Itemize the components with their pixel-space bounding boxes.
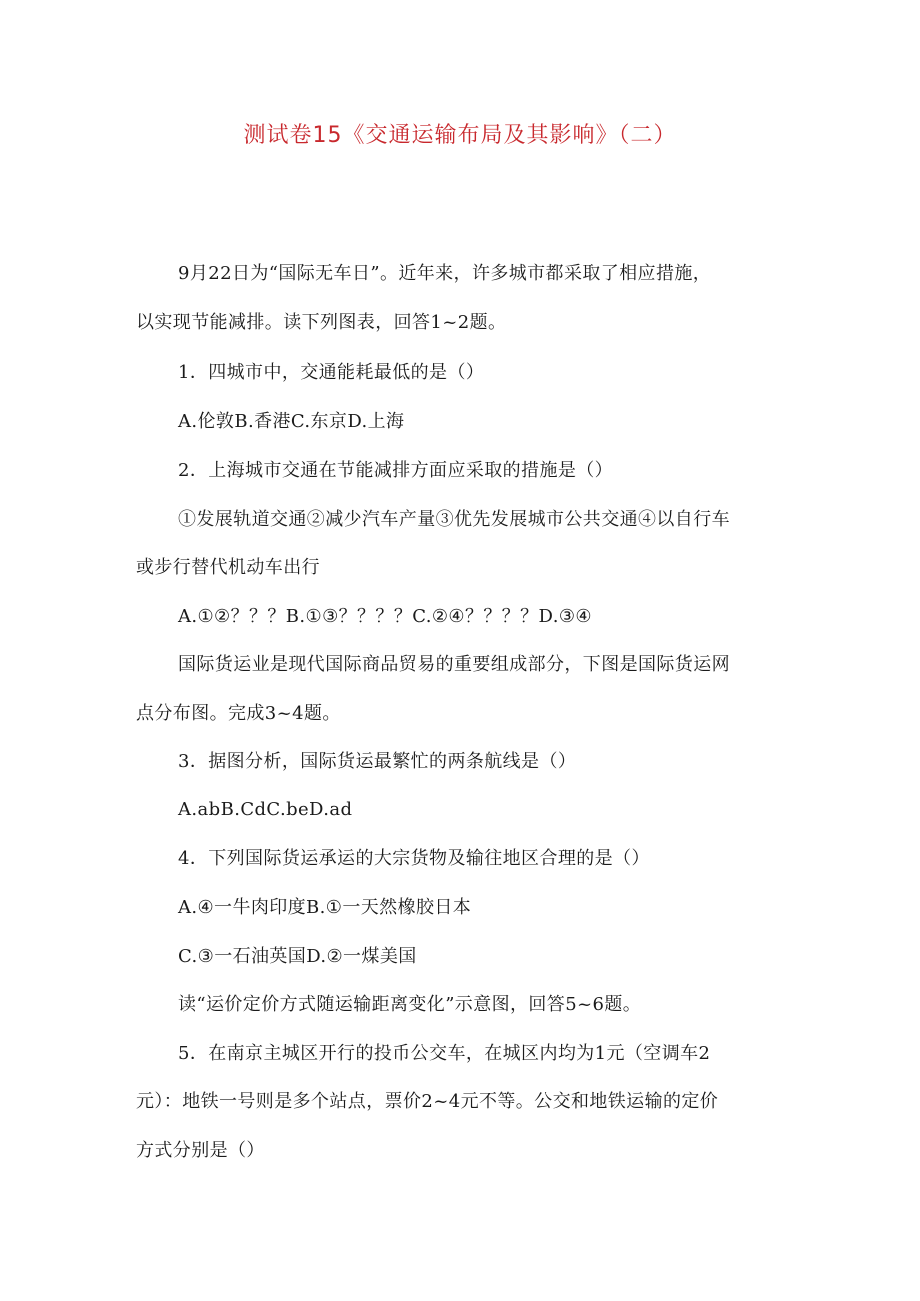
document-title: 测试卷15《交通运输布局及其影响》（二）	[243, 123, 677, 148]
question-1: 1．四城市中，交通能耗最低的是（）	[178, 362, 485, 383]
question-4-options-line-1: A.④一牛肉印度B.①一天然橡胶日本	[178, 897, 472, 918]
question-2-statements-line-1: ①发展轨道交通②减少汽车产量③优先发展城市公共交通④以自行车	[178, 509, 730, 530]
question-2-options: A.①②？？？B.①③？？？？C.②④？？？？D.③④	[178, 606, 592, 627]
question-5-line-3: 方式分别是（）	[136, 1140, 265, 1161]
question-4: 4．下列国际货运承运的大宗货物及输往地区合理的是（）	[178, 848, 650, 869]
intro-paragraph-line-2: 以实现节能减排。读下列图表，回答1~2题。	[136, 312, 507, 333]
question-4-options-line-2: C.③一石油英国D.②一煤美国	[178, 946, 417, 967]
freight-paragraph-line-1: 国际货运业是现代国际商品贸易的重要组成部分，下图是国际货运网	[178, 654, 730, 675]
question-3: 3．据图分析，国际货运最繁忙的两条航线是（）	[178, 751, 577, 772]
question-5-line-2: 元）：地铁一号则是多个站点，票价2~4元不等。公交和地铁运输的定价	[136, 1091, 719, 1112]
question-5-line-1: 5．在南京主城区开行的投币公交车，在城区内均为1元（空调车2	[178, 1043, 711, 1064]
question-1-options: A.伦敦B.香港C.东京D.上海	[178, 411, 405, 432]
pricing-paragraph: 读“运价定价方式随运输距离变化”示意图，回答5~6题。	[178, 994, 642, 1015]
question-2-statements-line-2: 或步行替代机动车出行	[136, 557, 320, 578]
freight-paragraph-line-2: 点分布图。完成3~4题。	[136, 703, 341, 724]
question-2: 2．上海城市交通在节能减排方面应采取的措施是（）	[178, 460, 614, 481]
question-3-options: A.abB.CdC.beD.ad	[178, 799, 353, 820]
intro-paragraph-line-1: 9月22日为“国际无车日”。近年来，许多城市都采取了相应措施，	[178, 263, 712, 284]
